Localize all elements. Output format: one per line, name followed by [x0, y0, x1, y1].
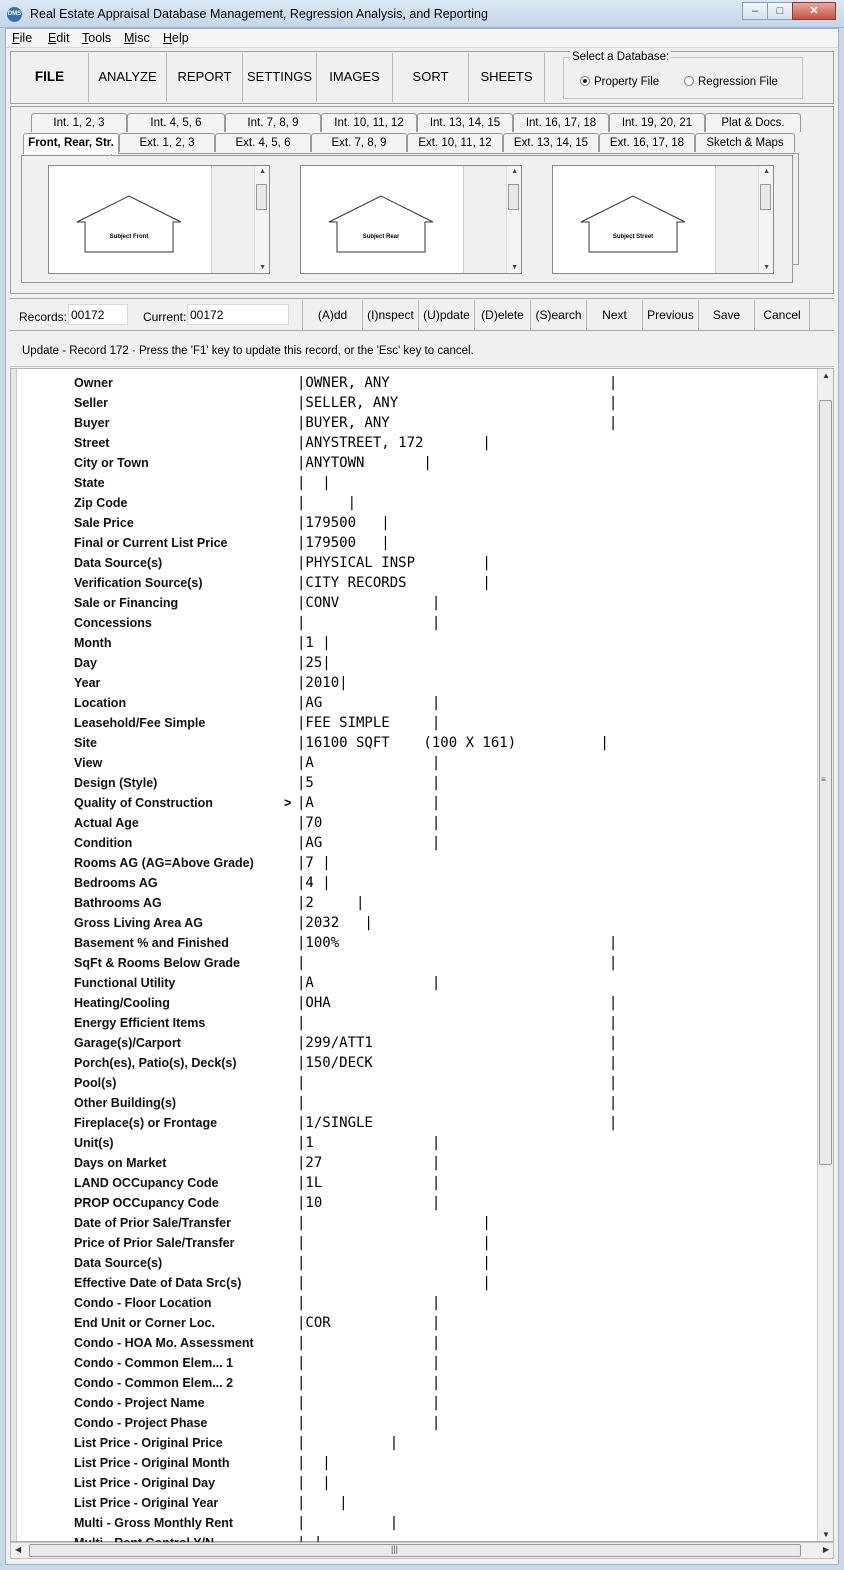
tab-int-16-17-18[interactable]: Int. 16, 17, 18	[513, 113, 609, 132]
menu-file[interactable]: File	[12, 31, 33, 45]
field-row[interactable]	[11, 653, 817, 673]
tab-ext-16-17-18[interactable]: Ext. 16, 17, 18	[599, 133, 695, 152]
field-label: Date of Prior Sale/Transfer	[74, 1216, 232, 1230]
field-value[interactable]: |2032 |	[297, 915, 373, 931]
main-window	[5, 28, 839, 1565]
horizontal-scrollbar[interactable]	[10, 1542, 834, 1559]
field-row[interactable]	[11, 1513, 817, 1533]
database-selector-label: Select a Database:	[572, 51, 670, 63]
field-value[interactable]: | |	[297, 1015, 618, 1031]
field-label: Bathrooms AG	[74, 896, 162, 910]
field-label: Year	[74, 676, 101, 690]
field-value[interactable]: | |	[297, 1355, 441, 1371]
inspect-button[interactable]: (I)nspect	[362, 300, 418, 330]
field-row[interactable]	[11, 733, 817, 753]
scroll-down-icon[interactable]: ▼	[763, 264, 770, 271]
field-row[interactable]	[11, 453, 817, 473]
field-row[interactable]	[11, 593, 817, 613]
maximize-button[interactable]: □	[767, 2, 793, 20]
field-value[interactable]: | |	[297, 955, 618, 971]
field-value[interactable]: | |	[297, 1235, 491, 1251]
field-row[interactable]	[11, 933, 817, 953]
field-row[interactable]	[11, 953, 817, 973]
field-value[interactable]: |179500 |	[297, 515, 390, 531]
svg-text:Subject Street: Subject Street	[612, 234, 654, 240]
field-row[interactable]	[11, 973, 817, 993]
field-value[interactable]: |1L |	[297, 1175, 441, 1191]
current-label: Current:	[143, 310, 187, 324]
field-label: Garage(s)/Carport	[74, 1036, 181, 1050]
field-value[interactable]: |PHYSICAL INSP |	[297, 555, 491, 571]
svg-text:Subject Rear: Subject Rear	[362, 234, 400, 240]
field-row[interactable]	[11, 1293, 817, 1313]
field-label: Pool(s)	[74, 1076, 117, 1090]
scroll-left-icon[interactable]: ◀	[15, 1545, 22, 1554]
field-label: PROP OCCupancy Code	[74, 1196, 219, 1210]
field-row[interactable]	[11, 993, 817, 1013]
field-row[interactable]	[11, 533, 817, 553]
field-label: Actual Age	[74, 816, 139, 830]
scroll-down-icon[interactable]: ▼	[259, 264, 266, 271]
field-value[interactable]: |27 |	[297, 1155, 441, 1171]
field-label: Heating/Cooling	[74, 996, 170, 1010]
field-label: List Price - Original Year	[74, 1496, 219, 1510]
field-row[interactable]	[11, 513, 817, 533]
field-label: Energy Efficient Items	[74, 1016, 206, 1030]
report-button[interactable]: REPORT	[167, 53, 243, 102]
field-row[interactable]	[11, 1493, 817, 1513]
delete-button[interactable]: (D)elete	[474, 300, 530, 330]
tab-ext-1-2-3[interactable]: Ext. 1, 2, 3	[119, 133, 215, 152]
svg-text:Subject Front: Subject Front	[109, 234, 149, 240]
field-value[interactable]: |1 |	[297, 635, 331, 651]
tab-int-7-8-9[interactable]: Int. 7, 8, 9	[225, 113, 321, 132]
scroll-down-icon[interactable]: ▼	[511, 264, 518, 271]
field-row[interactable]	[11, 433, 817, 453]
field-value[interactable]: | |	[297, 1215, 491, 1231]
radio-selected-icon	[580, 76, 590, 86]
tab-ext-10-11-12[interactable]: Ext. 10, 11, 12	[407, 133, 503, 152]
field-label: Days on Market	[74, 1156, 167, 1170]
field-row[interactable]	[11, 1473, 817, 1493]
tab-ext-4-5-6[interactable]: Ext. 4, 5, 6	[215, 133, 311, 152]
field-value[interactable]: |7 |	[297, 855, 331, 871]
field-row[interactable]	[11, 1253, 817, 1273]
field-value[interactable]: | |	[297, 1475, 331, 1491]
title-bar	[0, 0, 844, 28]
field-row[interactable]	[11, 1413, 817, 1433]
field-value[interactable]: | |	[297, 1495, 348, 1511]
field-value[interactable]: |OHA |	[297, 995, 618, 1011]
field-row[interactable]	[11, 1133, 817, 1153]
field-row[interactable]	[11, 1373, 817, 1393]
close-button[interactable]: ✕	[792, 2, 836, 20]
menu-tools[interactable]: Tools	[82, 31, 112, 45]
field-value[interactable]: |A |	[297, 755, 441, 771]
field-value[interactable]: |16100 SQFT (100 X 161) |	[297, 735, 609, 751]
field-value[interactable]: | |	[297, 1515, 399, 1531]
field-row[interactable]	[11, 873, 817, 893]
field-row[interactable]	[11, 473, 817, 493]
field-label: Other Building(s)	[74, 1096, 177, 1110]
previous-button[interactable]: Previous	[642, 300, 698, 330]
vertical-scrollbar[interactable]	[817, 369, 833, 1541]
window-title: Real Estate Appraisal Database Management, Regression Analysis, and Reporting	[30, 7, 488, 21]
field-value[interactable]: |AG |	[297, 835, 441, 851]
field-label: Functional Utility	[74, 976, 176, 990]
tab-ext-7-8-9[interactable]: Ext. 7, 8, 9	[311, 133, 407, 152]
scroll-thumb[interactable]	[29, 1544, 801, 1557]
search-button[interactable]: (S)earch	[530, 300, 586, 330]
field-value[interactable]: |CITY RECORDS |	[297, 575, 491, 591]
tab-int-4-5-6[interactable]: Int. 4, 5, 6	[127, 113, 225, 132]
tab-ext-13-14-15[interactable]: Ext. 13, 14, 15	[503, 133, 599, 152]
field-row[interactable]	[11, 553, 817, 573]
field-label: Final or Current List Price	[74, 536, 228, 550]
field-label: Buyer	[74, 416, 110, 430]
field-value[interactable]: |FEE SIMPLE |	[297, 715, 441, 731]
record-action-bar	[10, 298, 834, 331]
analyze-button[interactable]: ANALYZE	[89, 53, 167, 102]
field-row[interactable]	[11, 1073, 817, 1093]
subject-rear-photo[interactable]	[300, 165, 522, 274]
field-value[interactable]: |10 |	[297, 1195, 441, 1211]
subject-front-photo[interactable]	[48, 165, 270, 274]
field-value[interactable]: |100% |	[297, 935, 618, 951]
field-label: Month	[74, 636, 112, 650]
photo-scrollbar[interactable]	[211, 166, 269, 273]
scroll-up-icon[interactable]: ▲	[259, 168, 266, 175]
field-label: Sale Price	[74, 516, 134, 530]
field-value[interactable]: |179500 |	[297, 535, 390, 551]
field-value[interactable]: |25|	[297, 655, 331, 671]
field-value[interactable]: |4 |	[297, 875, 331, 891]
field-label: Location	[74, 696, 127, 710]
field-label: Condo - Common Elem... 2	[74, 1376, 234, 1390]
field-label: Multi - Gross Monthly Rent	[74, 1516, 234, 1530]
field-label: Basement % and Finished	[74, 936, 229, 950]
field-label: Condo - Project Phase	[74, 1416, 208, 1430]
field-label: Site	[74, 736, 97, 750]
field-rows	[11, 373, 817, 1553]
field-label: Effective Date of Data Src(s)	[74, 1276, 242, 1290]
field-label: Porch(es), Patio(s), Deck(s)	[74, 1056, 237, 1070]
field-value[interactable]: | |	[297, 475, 331, 491]
tab-plat-docs[interactable]: Plat & Docs.	[705, 113, 801, 132]
minimize-button[interactable]: –	[742, 2, 768, 20]
field-value[interactable]: | |	[297, 1095, 618, 1111]
field-row[interactable]	[11, 1453, 817, 1473]
field-row[interactable]	[11, 1193, 817, 1213]
field-row[interactable]	[11, 813, 817, 833]
current-field-marker: >	[284, 796, 292, 810]
field-value[interactable]: |A |	[297, 795, 441, 811]
field-value[interactable]: |5 |	[297, 775, 441, 791]
current-record-field[interactable]: 00172	[187, 304, 289, 325]
field-row[interactable]	[11, 1273, 817, 1293]
house-placeholder-icon	[579, 194, 687, 254]
save-button[interactable]: Save	[698, 300, 754, 330]
tab-int-19-20-21[interactable]: Int. 19, 20, 21	[609, 113, 705, 132]
field-label: Quality of Construction	[74, 796, 213, 810]
field-row[interactable]	[11, 753, 817, 773]
house-placeholder-icon	[75, 194, 183, 254]
radio-empty-icon	[684, 76, 694, 86]
field-row[interactable]	[11, 1433, 817, 1453]
field-label: SqFt & Rooms Below Grade	[74, 956, 240, 970]
database-selector	[563, 51, 803, 99]
field-label: Condo - Floor Location	[74, 1296, 212, 1310]
field-value[interactable]: |A |	[297, 975, 441, 991]
scroll-up-icon[interactable]: ▲	[511, 168, 518, 175]
field-row[interactable]	[11, 493, 817, 513]
field-value[interactable]: | |	[297, 1255, 491, 1271]
field-label: Gross Living Area AG	[74, 916, 203, 930]
field-row[interactable]	[11, 613, 817, 633]
field-row[interactable]	[11, 393, 817, 413]
field-row[interactable]	[11, 1313, 817, 1333]
field-label: Bedrooms AG	[74, 876, 158, 890]
field-value[interactable]: | |	[297, 495, 357, 511]
grip-icon: ≡	[821, 775, 826, 784]
field-label: Price of Prior Sale/Transfer	[74, 1236, 235, 1250]
field-row[interactable]	[11, 573, 817, 593]
field-label: Sale or Financing	[74, 596, 179, 610]
field-value[interactable]: | |	[297, 1455, 331, 1471]
menu-misc[interactable]: Misc	[124, 31, 150, 45]
field-label: Unit(s)	[74, 1136, 114, 1150]
field-row[interactable]	[11, 893, 817, 913]
settings-button[interactable]: SETTINGS	[243, 53, 317, 102]
field-row[interactable]	[11, 693, 817, 713]
regression-file-radio[interactable]: Regression File	[684, 76, 778, 88]
field-label: Design (Style)	[74, 776, 158, 790]
field-row[interactable]	[11, 853, 817, 873]
field-value[interactable]: | |	[297, 1435, 399, 1451]
field-label: End Unit or Corner Loc.	[74, 1316, 215, 1330]
field-row[interactable]	[11, 1033, 817, 1053]
field-label: Fireplace(s) or Frontage	[74, 1116, 218, 1130]
field-value[interactable]: | |	[297, 1275, 491, 1291]
photo-scrollbar[interactable]	[715, 166, 773, 273]
field-row[interactable]	[11, 1053, 817, 1073]
field-row[interactable]	[11, 913, 817, 933]
field-value[interactable]: |BUYER, ANY |	[297, 415, 618, 431]
field-row[interactable]	[11, 793, 817, 813]
field-row[interactable]	[11, 713, 817, 733]
image-tabs	[10, 106, 834, 294]
field-row[interactable]	[11, 1213, 817, 1233]
field-label: Owner	[74, 376, 113, 390]
file-button[interactable]: FILE	[11, 53, 89, 102]
field-row[interactable]	[11, 1173, 817, 1193]
menu-edit[interactable]: Edit	[48, 31, 70, 45]
field-row[interactable]	[11, 833, 817, 853]
house-placeholder-icon	[327, 194, 435, 254]
field-label: State	[74, 476, 105, 490]
field-label: Seller	[74, 396, 109, 410]
field-value[interactable]: | |	[297, 1335, 441, 1351]
front-rear-street-page	[21, 155, 793, 283]
field-label: Condo - HOA Mo. Assessment	[74, 1336, 254, 1350]
field-row[interactable]	[11, 1153, 817, 1173]
field-value[interactable]: | |	[297, 1295, 441, 1311]
scroll-down-icon[interactable]: ▼	[822, 1530, 830, 1539]
field-label: Data Source(s)	[74, 556, 163, 570]
field-label: Condo - Common Elem... 1	[74, 1356, 234, 1370]
scroll-up-icon[interactable]: ▲	[822, 371, 830, 380]
field-label: View	[74, 756, 103, 770]
field-row[interactable]	[11, 413, 817, 433]
sheets-button[interactable]: SHEETS	[469, 53, 545, 102]
field-label: Leasehold/Fee Simple	[74, 716, 206, 730]
status-message: Update - Record 172 · Press the 'F1' key to update this record, or the 'Esc' key to cancel.	[22, 345, 474, 357]
field-label: City or Town	[74, 456, 149, 470]
field-label: Data Source(s)	[74, 1256, 163, 1270]
field-label: List Price - Original Price	[74, 1436, 223, 1450]
field-label: Condo - Project Name	[74, 1396, 205, 1410]
field-value[interactable]: | |	[297, 1415, 441, 1431]
tab-int-10-11-12[interactable]: Int. 10, 11, 12	[321, 113, 417, 132]
field-value[interactable]: |AG |	[297, 695, 441, 711]
images-button[interactable]: IMAGES	[317, 53, 393, 102]
field-value[interactable]: |1 |	[297, 1135, 441, 1151]
field-row[interactable]	[11, 1353, 817, 1373]
field-row[interactable]	[11, 1093, 817, 1113]
field-value[interactable]: |ANYTOWN |	[297, 455, 432, 471]
main-toolbar	[10, 51, 834, 104]
field-row[interactable]	[11, 1233, 817, 1253]
field-value[interactable]: |1/SINGLE |	[297, 1115, 618, 1131]
tab-int-1-2-3[interactable]: Int. 1, 2, 3	[31, 113, 127, 132]
subject-street-photo[interactable]	[552, 165, 774, 274]
sort-button[interactable]: SORT	[393, 53, 469, 102]
field-row[interactable]	[11, 373, 817, 393]
update-button[interactable]: (U)pdate	[418, 300, 474, 330]
field-label: Verification Source(s)	[74, 576, 203, 590]
field-value[interactable]: |CONV |	[297, 595, 441, 611]
field-label: Day	[74, 656, 97, 670]
field-row[interactable]	[11, 633, 817, 653]
field-value[interactable]: | |	[297, 615, 441, 631]
field-value[interactable]: | |	[297, 1375, 441, 1391]
tab-int-13-14-15[interactable]: Int. 13, 14, 15	[417, 113, 513, 132]
records-label: Records:	[19, 310, 68, 324]
field-value[interactable]: |COR |	[297, 1315, 441, 1331]
field-row[interactable]	[11, 773, 817, 793]
field-value[interactable]: |150/DECK |	[297, 1055, 618, 1071]
field-value[interactable]: | |	[297, 1395, 441, 1411]
field-row[interactable]	[11, 1393, 817, 1413]
menu-help[interactable]: Help	[163, 31, 189, 45]
property-file-radio[interactable]: Property File	[580, 76, 659, 88]
scroll-up-icon[interactable]: ▲	[763, 168, 770, 175]
add-button[interactable]: (A)dd	[302, 300, 362, 330]
tab-front-rear-str[interactable]: Front, Rear, Str.	[23, 133, 119, 154]
tab-sketch-maps[interactable]: Sketch & Maps	[695, 133, 795, 152]
field-label: List Price - Original Month	[74, 1456, 230, 1470]
grip-icon: |||	[391, 1544, 399, 1554]
field-value[interactable]: |ANYSTREET, 172 |	[297, 435, 491, 451]
field-row[interactable]	[11, 1013, 817, 1033]
field-value[interactable]: |70 |	[297, 815, 441, 831]
field-value[interactable]: |2010|	[297, 675, 348, 691]
menu-bar	[6, 29, 838, 48]
field-row[interactable]	[11, 1333, 817, 1353]
records-count-field: 00172	[68, 304, 128, 325]
field-value[interactable]: |SELLER, ANY |	[297, 395, 618, 411]
field-value[interactable]: |299/ATT1 |	[297, 1035, 618, 1051]
record-fields-grid	[10, 368, 834, 1542]
field-label: Concessions	[74, 616, 152, 630]
field-label: List Price - Original Day	[74, 1476, 216, 1490]
field-row[interactable]	[11, 1113, 817, 1133]
app-icon: DMS	[7, 7, 22, 22]
photo-scrollbar[interactable]	[463, 166, 521, 273]
field-label: Rooms AG (AG=Above Grade)	[74, 856, 254, 870]
field-label: Condition	[74, 836, 133, 850]
divider	[10, 366, 834, 367]
next-button[interactable]: Next	[586, 300, 642, 330]
cancel-button[interactable]: Cancel	[754, 300, 810, 330]
field-label: Street	[74, 436, 110, 450]
field-value[interactable]: |OWNER, ANY |	[297, 375, 618, 391]
field-label: Zip Code	[74, 496, 128, 510]
field-row[interactable]	[11, 673, 817, 693]
scroll-right-icon[interactable]: ▶	[822, 1545, 829, 1554]
field-value[interactable]: |2 |	[297, 895, 365, 911]
field-value[interactable]: | |	[297, 1075, 618, 1091]
field-label: LAND OCCupancy Code	[74, 1176, 219, 1190]
